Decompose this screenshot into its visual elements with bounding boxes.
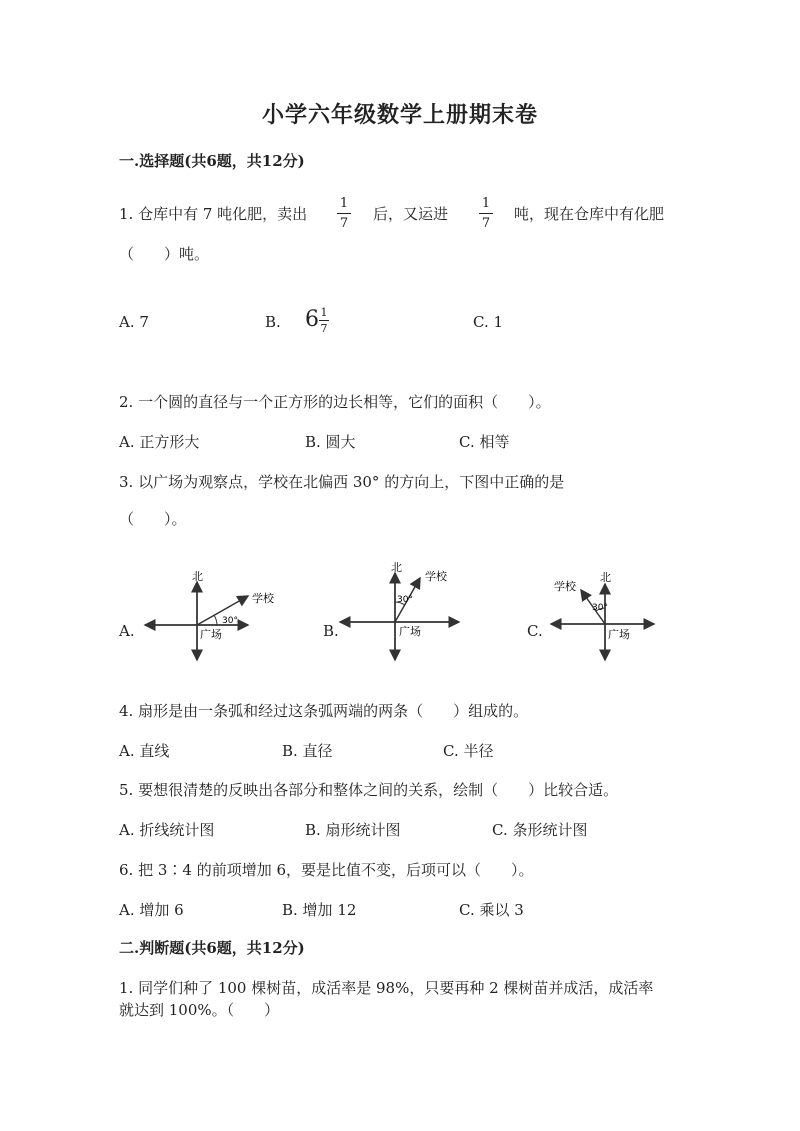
q4-option-c: C. 半径 (443, 742, 494, 760)
q6-option-b: B. 增加 12 (282, 901, 357, 919)
north-label: 北 (192, 570, 203, 583)
s2-q1-text-line2: 就达到 100%。（ ） (119, 1001, 280, 1019)
fraction-denominator: 7 (339, 216, 349, 231)
q3-text: 3. 以广场为观察点，学校在北偏西 30° 的方向上，下图中正确的是 (119, 473, 565, 491)
q4-text: 4. 扇形是由一条弧和经过这条弧两端的两条（ ）组成的。 (119, 702, 529, 720)
fraction-numerator: 1 (320, 306, 328, 319)
q3-blank-line: （ ）。 (119, 510, 187, 528)
fraction-bar (479, 213, 493, 214)
q2-option-b: B. 圆大 (305, 433, 356, 451)
square-label: 广场 (608, 628, 630, 641)
square-label: 广场 (200, 628, 222, 641)
school-label: 学校 (554, 580, 576, 593)
q6-option-c: C. 乘以 3 (459, 901, 524, 919)
fraction-denominator: 7 (481, 216, 491, 231)
q1-text-part3: 吨，现在仓库中有化肥 (514, 205, 665, 223)
q1-option-b-label: B. (265, 313, 281, 331)
fraction-denominator: 7 (320, 322, 328, 335)
q2-option-a: A. 正方形大 (119, 433, 200, 451)
page-title: 小学六年级数学上册期末卷 (261, 102, 538, 128)
q1-option-b-whole: 6 (305, 307, 319, 332)
section-heading-choice: 一.选择题(共6题，共12分) (119, 152, 305, 170)
s2-q1-text: 1. 同学们种了 100 棵树苗，成活率是 98%，只要再种 2 棵树苗并成活，成活率 (119, 979, 654, 997)
q4-option-a: A. 直线 (119, 742, 170, 760)
fraction-bar (337, 213, 351, 214)
q3-option-c-label: C. (527, 622, 543, 640)
q1-option-b-fraction (319, 307, 329, 334)
fraction-numerator: 1 (339, 196, 349, 211)
square-label: 广场 (399, 625, 421, 638)
q1-fraction-sold (337, 197, 351, 230)
north-label: 北 (391, 561, 402, 574)
angle-label: 30° (222, 616, 238, 626)
q1-blank-line: （ ）吨。 (119, 245, 210, 263)
q3-diagram-c (548, 562, 660, 664)
q1-text-part1: 1. 仓库中有 7 吨化肥，卖出 (119, 205, 308, 223)
angle-label: 30° (592, 603, 608, 613)
school-label: 学校 (252, 592, 274, 605)
q5-text: 5. 要想很清楚的反映出各部分和整体之间的关系，绘制（ ）比较合适。 (119, 781, 619, 799)
q3-diagram-a (140, 560, 280, 664)
fraction-bar (319, 320, 329, 321)
section-heading-judgement: 二.判断题(共6题，共12分) (119, 939, 305, 957)
q5-option-a: A. 折线统计图 (119, 821, 215, 839)
q3-diagram-b (337, 558, 467, 664)
angle-label: 30° (397, 595, 413, 605)
q1-fraction-added (479, 197, 493, 230)
q5-option-c: C. 条形统计图 (492, 821, 588, 839)
q3-option-a-label: A. (119, 622, 135, 640)
q1-option-a: A. 7 (119, 313, 149, 331)
q6-option-a: A. 增加 6 (119, 901, 184, 919)
school-label: 学校 (425, 570, 447, 583)
q5-option-b: B. 扇形统计图 (305, 821, 401, 839)
fraction-numerator: 1 (481, 196, 491, 211)
q1-text-part2: 后，又运进 (373, 205, 449, 223)
q2-option-c: C. 相等 (459, 433, 510, 451)
q6-text: 6. 把 3∶4 的前项增加 6，要是比值不变，后项可以（ ）。 (119, 861, 534, 879)
north-label: 北 (600, 571, 611, 584)
q4-option-b: B. 直径 (282, 742, 333, 760)
q3-option-b-label: B. (323, 622, 339, 640)
q1-option-c: C. 1 (473, 313, 504, 331)
q2-text: 2. 一个圆的直径与一个正方形的边长相等，它们的面积（ ）。 (119, 393, 551, 411)
